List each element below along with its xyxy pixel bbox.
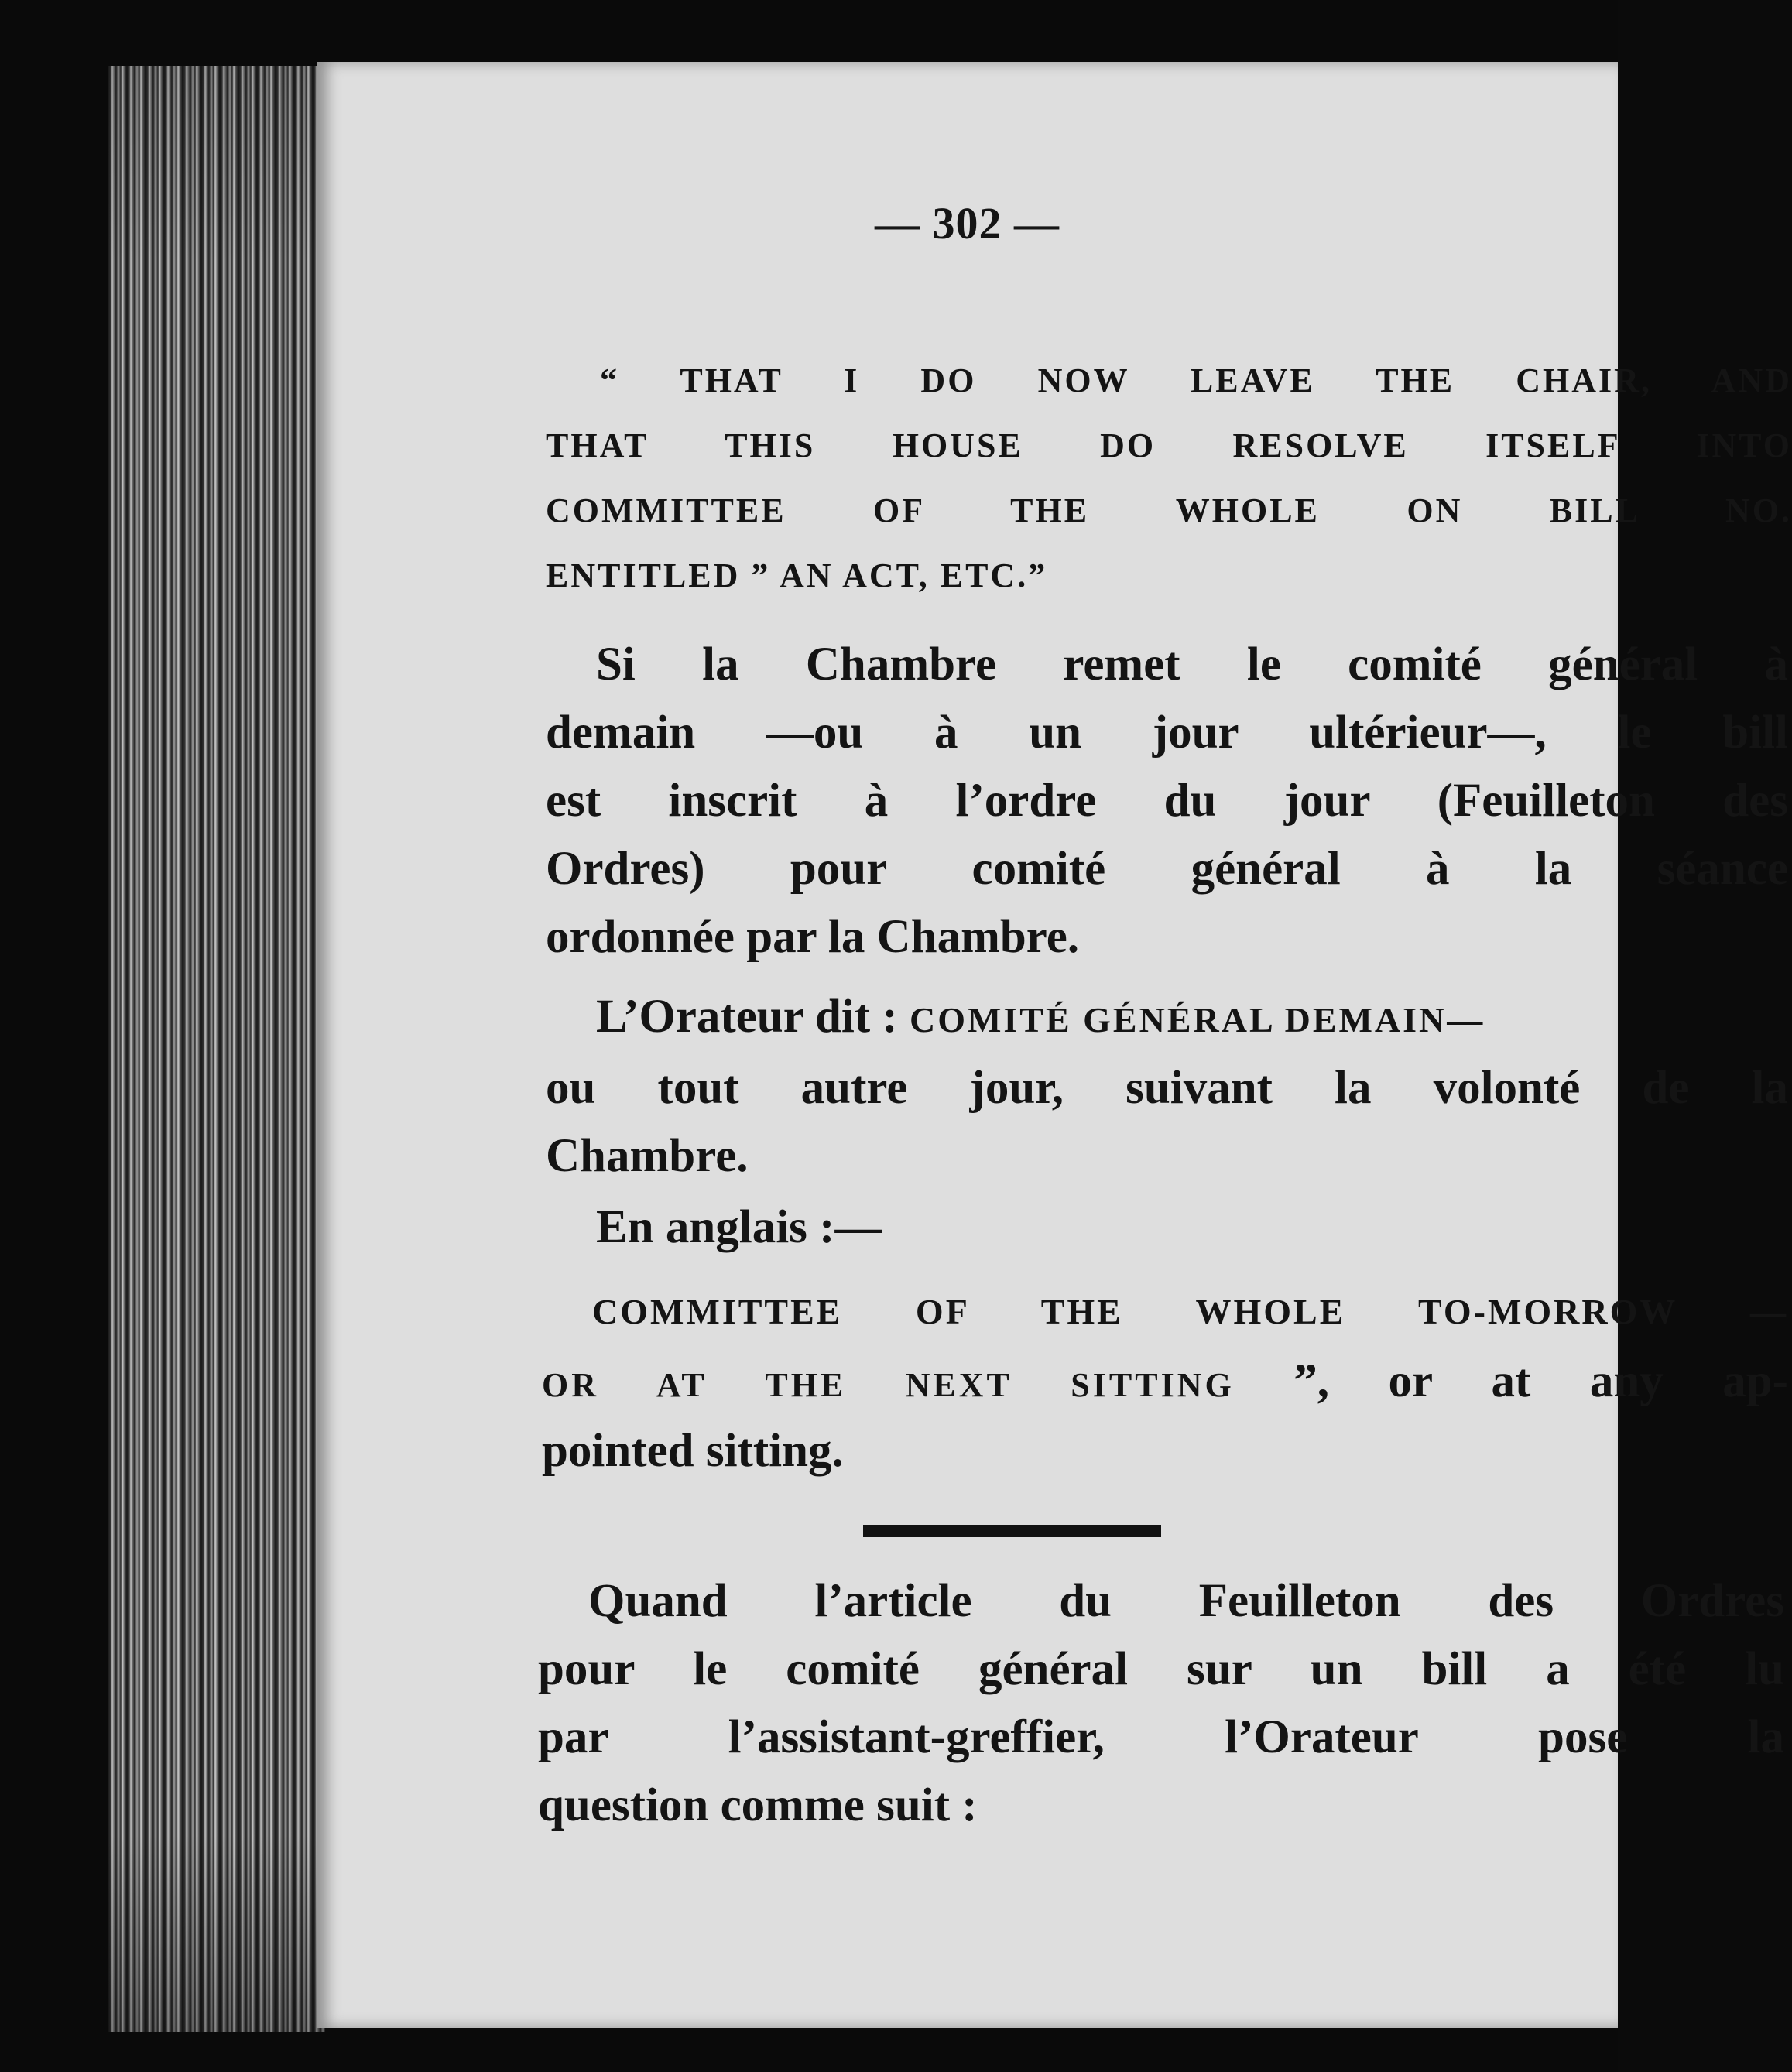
p3-line: En anglais :— [596,1201,882,1253]
p2-caps: COMITÉ GÉNÉRAL DEMAIN— [909,1000,1485,1039]
p4-line-3: par l’assistant-greffier, l’Orateur pose la [538,1711,1784,1763]
motion-line-2: THAT THIS HOUSE DO RESOLVE ITSELF INTO [546,426,1792,464]
p1-line-5: ordonnée par la Chambre. [546,911,1080,963]
english-motion [546,348,1792,608]
reply-line-1: COMMITTEE OF THE WHOLE TO-MORROW — [592,1292,1788,1331]
motion-line-4: ENTITLED ” AN ACT, ETC.” [546,557,1048,594]
p2-lead: L’Orateur dit : [596,991,910,1043]
motion-line-1: “ THAT I DO NOW LEAVE THE CHAIR, AND [600,361,1792,399]
paragraph-2 [546,983,1788,1190]
paragraph-4 [538,1567,1784,1840]
reply-caps: OR AT THE NEXT SITTING [542,1366,1235,1404]
p4-line-4: question comme suit : [538,1779,978,1831]
english-reply [542,1277,1788,1482]
reply-rest: ”, or at any ap- [1234,1355,1788,1407]
p2-line-1 [546,983,1788,1054]
section-divider-rule [863,1525,1161,1537]
p2-line-2: ou tout autre jour, suivant la volonté de la [546,1062,1788,1114]
p2-line-3: Chambre. [546,1130,749,1182]
p4-line-1: Quand l’article du Feuilleton des Ordres [588,1575,1784,1627]
paragraph-1 [546,631,1788,971]
p1-line-4: Ordres) pour comité général à la séance [546,843,1788,895]
book-page [317,62,1792,2028]
reply-line-2 [542,1347,1788,1420]
paragraph-3 [596,1194,1370,1262]
p1-line-2: demain —ou à un jour ultérieur—, le bill [546,707,1788,759]
page-number: — 302 — [875,198,1060,248]
p4-line-2: pour le comité général sur un bill a été lu [538,1643,1784,1695]
p1-line-3: est inscrit à l’ordre du jour (Feuilleton des [546,775,1788,827]
reply-line-3: pointed sitting. [542,1425,844,1477]
p1-line-1: Si la Chambre remet le comité général à [596,639,1788,690]
motion-line-3: COMMITTEE OF THE WHOLE ON BILL NO. [546,491,1792,529]
book-page-edges [108,66,325,2032]
